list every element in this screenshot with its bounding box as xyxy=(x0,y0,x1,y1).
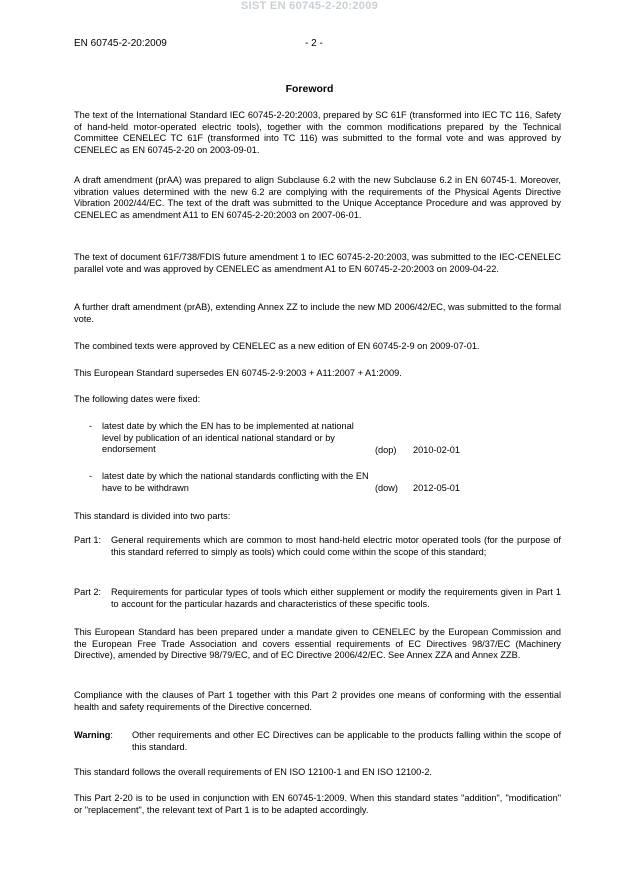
part-text: General requirements which are common to most hand-held electric motor operated tools (for the purpose of this standard referred to simply as tools) which could come within the scope of this standard; xyxy=(111,535,561,557)
date-item-text: latest date by which the EN has to be implemented at national level by publication of an identical national standard or by endorsement xyxy=(102,421,354,455)
list-dash: - xyxy=(89,421,93,431)
part-label: Part 2: xyxy=(74,587,102,597)
warning-label: Warning: xyxy=(74,730,113,740)
paragraph-iec-text: The text of the International Standard IEC 60745-2-20:2003, prepared by SC 61F (transformed into IEC TC 116, Safety of hand-held motor-operated electric tools), together with the common modifications prepared by the Technical Committee CENELEC TC 61F (transformed into TC 116) was submitted to the formal vote and was approved by CENELEC as EN 60745-2-20 on 2003-09-01. xyxy=(74,110,561,156)
paragraph-fdis: The text of document 61F/738/FDIS future amendment 1 to IEC 60745-2-20:2003, was submitted to the IEC-CENELEC parallel vote and was approved by CENELEC as amendment A1 to EN 60745-2-20:2003 on 2009-04-22. xyxy=(74,252,561,274)
paragraph-dates-intro: The following dates were fixed: xyxy=(74,394,201,404)
paragraph-combined-texts: The combined texts were approved by CENELEC as a new edition of EN 60745-2-9 on 2009-07-01. xyxy=(74,341,480,351)
paragraph-follows: This standard follows the overall requirements of EN ISO 12100-1 and EN ISO 12100-2. xyxy=(74,767,432,777)
paragraph-mandate: This European Standard has been prepared under a mandate given to CENELEC by the European Commission and the European Free Trade Association and covers essential requirements of EC Directives 98/37/EC (Machinery Directive), amended by Directive 98/79/EC, and of EC Directive 2006/42/EC. See Annex ZZA and Annex ZZB. xyxy=(74,627,561,661)
list-dash: - xyxy=(89,471,93,481)
date-code: (dow) xyxy=(375,483,398,493)
paragraph-draft-amendment: A draft amendment (prAA) was prepared to align Subclause 6.2 with the new Subclause 6.2 in EN 60745-1. Moreover, vibration values determined with the new 6.2 are complying with the requirements of the Physical Agents Directive Vibration 2002/44/EC. The text of the draft was submitted to the Unique Acceptance Procedure and was approved by CENELEC as amendment A11 to EN 60745-2-20:2003 on 2007-06-01. xyxy=(74,175,561,221)
watermark: SIST EN 60745-2-20:2009 xyxy=(240,0,379,12)
paragraph-supersedes: This European Standard supersedes EN 60745-2-9:2003 + A11:2007 + A1:2009. xyxy=(74,368,402,378)
part-text: Requirements for particular types of tools which either supplement or modify the requirements given in Part 1 to account for the particular hazards and characteristics of these specific tools. xyxy=(111,587,561,609)
date-code: (dop) xyxy=(375,445,397,455)
paragraph-further-draft: A further draft amendment (prAB), extending Annex ZZ to include the new MD 2006/42/EC, was submitted to the formal vote. xyxy=(74,302,561,324)
date-value: 2010-02-01 xyxy=(413,445,460,455)
part-label: Part 1: xyxy=(74,535,102,545)
document-id: EN 60745-2-20:2009 xyxy=(74,38,167,49)
warning-text: Other requirements and other EC Directives can be applicable to the products falling within the scope of this standard. xyxy=(132,730,561,752)
page-number: - 2 - xyxy=(305,38,323,49)
paragraph-usage: This Part 2-20 is to be used in conjunction with EN 60745-1:2009. When this standard states "addition", "modification" or "replacement", the relevant text of Part 1 is to be adapted accordingly. xyxy=(74,793,561,815)
date-value: 2012-05-01 xyxy=(413,483,460,493)
date-item-text: latest date by which the national standards conflicting with the EN have to be withdrawn xyxy=(102,471,369,493)
paragraph-compliance: Compliance with the clauses of Part 1 together with this Part 2 provides one means of conforming with the essential health and safety requirements of the Directive concerned. xyxy=(74,690,561,712)
page-title: Foreword xyxy=(285,83,334,95)
paragraph-divided: This standard is divided into two parts: xyxy=(74,511,231,521)
